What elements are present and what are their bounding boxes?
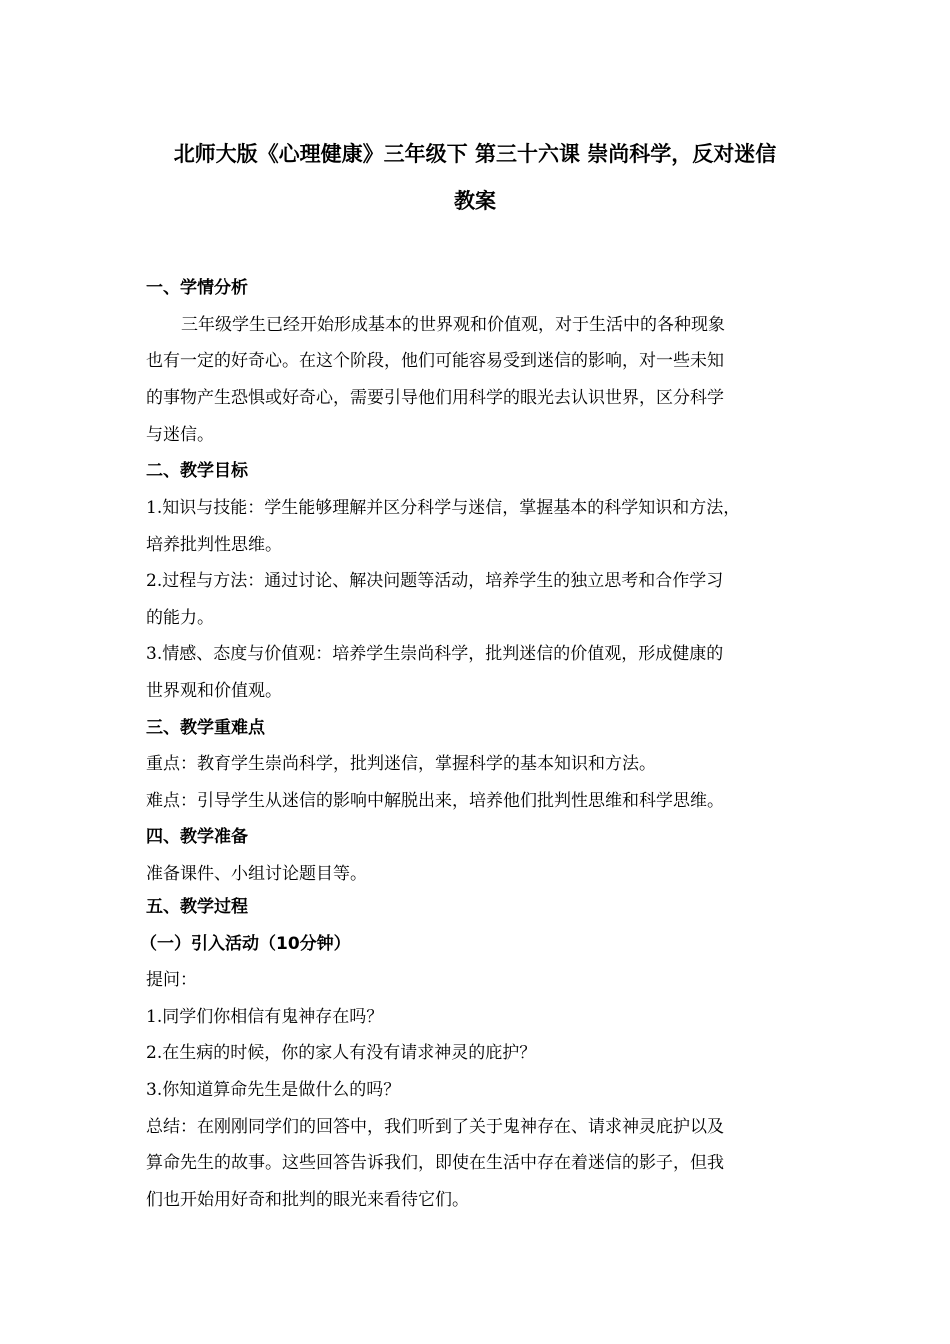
document-title-continued: 教案 (454, 189, 496, 213)
list-item: 1.同学们你相信有鬼神存在吗？ (146, 1007, 384, 1027)
list-item: 3.你知道算命先生是做什么的吗？ (146, 1080, 401, 1100)
section-heading-key-points: 三、教学重难点 (146, 718, 265, 738)
section-heading-analysis: 一、学情分析 (146, 278, 248, 298)
paragraph-line: 1.知识与技能：学生能够理解并区分科学与迷信，掌握基本的科学知识和方法， (146, 498, 741, 518)
paragraph-line: 3.情感、态度与价值观：培养学生崇尚科学，批判迷信的价值观，形成健康的 (146, 644, 724, 664)
paragraph-line: 2.过程与方法：通过讨论、解决问题等活动，培养学生的独立思考和合作学习 (146, 571, 724, 591)
paragraph-line: 算命先生的故事。这些回答告诉我们，即使在生活中存在着迷信的影子，但我 (146, 1153, 724, 1173)
paragraph-line: 总结：在刚刚同学们的回答中，我们听到了关于鬼神存在、请求神灵庇护以及 (146, 1117, 724, 1137)
paragraph-line: 提问： (146, 970, 197, 990)
paragraph-line: 准备课件、小组讨论题目等。 (146, 864, 367, 884)
paragraph-line: 的能力。 (146, 608, 214, 628)
paragraph-line: 的事物产生恐惧或好奇心，需要引导他们用科学的眼光去认识世界，区分科学 (146, 388, 724, 408)
subsection-heading: （一）引入活动（10分钟） (140, 934, 351, 954)
paragraph-line: 重点：教育学生崇尚科学，批判迷信，掌握科学的基本知识和方法。 (146, 754, 656, 774)
paragraph-line: 难点：引导学生从迷信的影响中解脱出来，培养他们批判性思维和科学思维。 (146, 791, 724, 811)
list-item: 2.在生病的时候，你的家人有没有请求神灵的庇护？ (146, 1043, 537, 1063)
paragraph-line: 与迷信。 (146, 425, 214, 445)
section-heading-preparation: 四、教学准备 (146, 827, 248, 847)
document-title: 北师大版《心理健康》三年级下 第三十六课 崇尚科学，反对迷信 (173, 142, 777, 166)
paragraph-line: 世界观和价值观。 (146, 681, 282, 701)
paragraph-line: 培养批判性思维。 (146, 535, 282, 555)
paragraph-line: 们也开始用好奇和批判的眼光来看待它们。 (146, 1190, 469, 1210)
section-heading-objectives: 二、教学目标 (146, 461, 248, 481)
paragraph-line: 也有一定的好奇心。在这个阶段，他们可能容易受到迷信的影响，对一些未知 (146, 351, 724, 371)
section-heading-process: 五、教学过程 (146, 897, 248, 917)
paragraph-line: 三年级学生已经开始形成基本的世界观和价值观，对于生活中的各种现象 (181, 315, 725, 335)
